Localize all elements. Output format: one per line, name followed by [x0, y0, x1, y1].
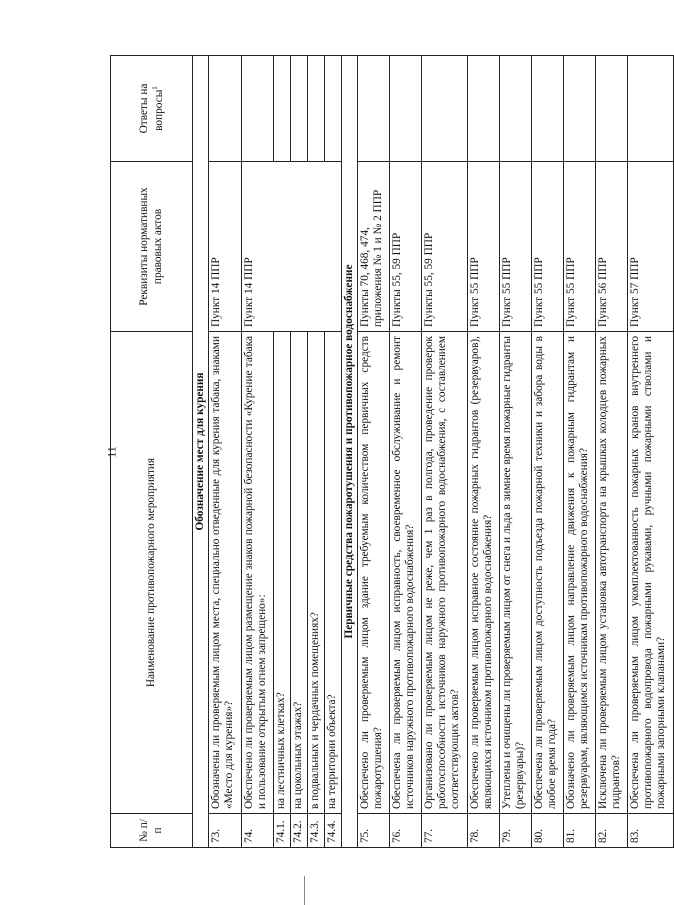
- answer-cell[interactable]: [291, 56, 308, 162]
- row-number: 74.2.: [291, 814, 308, 848]
- row-requisites: Пункт 57 ППР: [628, 162, 674, 332]
- row-text: Обеспечена ли проверяемым лицом исправность, своевременное обслуживание и ремонт источников наружного противопожарного водоснабжения?: [390, 332, 422, 814]
- answer-cell[interactable]: [500, 56, 532, 162]
- row-requisites: Пункт 55 ППР: [500, 162, 532, 332]
- row-text: Организовано ли проверяемым лицом не реже, чем 1 раз в полгода, проведение проверок работоспособности источников наружного противопожарного водоснабжения, с составлением соответствующих актов?: [422, 332, 468, 814]
- answer-cell[interactable]: [242, 56, 274, 162]
- answer-cell[interactable]: [308, 56, 325, 162]
- table-row: [390, 56, 422, 848]
- row-requisites: Пункт 14 ППР: [242, 162, 342, 332]
- row-number: 77.: [422, 814, 468, 848]
- row-number: 74.1.: [274, 814, 291, 848]
- section-row: [193, 56, 209, 848]
- answer-cell[interactable]: [325, 56, 342, 162]
- answer-cell[interactable]: [274, 56, 291, 162]
- answer-cell[interactable]: [422, 56, 468, 162]
- row-requisites: Пункты 55, 59 ППР: [390, 162, 422, 332]
- row-requisites: Пункт 14 ППР: [209, 162, 242, 332]
- row-requisites: Пункты 55, 59 ППР: [422, 162, 468, 332]
- row-text: Исключена ли проверяемым лицом установка автотранспорта на крышках колодцев пожарных гидрантов?: [596, 332, 628, 814]
- answer-cell[interactable]: [358, 56, 390, 162]
- table-row: [500, 56, 532, 848]
- answer-cell[interactable]: [209, 56, 242, 162]
- section-title: Обозначение мест для курения: [193, 56, 209, 848]
- answer-cell[interactable]: [390, 56, 422, 162]
- row-number: 79.: [500, 814, 532, 848]
- table-row: [422, 56, 468, 848]
- row-text: Обеспечена ли проверяемым лицом доступность подъезда пожарной техники и забора воды в любое время года?: [532, 332, 564, 814]
- row-text: на цокольных этажах?: [291, 332, 308, 814]
- header-name: Наименование противопожарного мероприятия: [111, 332, 193, 814]
- table-row: [358, 56, 390, 848]
- row-text: Обеспечено ли проверяемым лицом здание требуемым количеством первичных средств пожаротушения?: [358, 332, 390, 814]
- answer-cell[interactable]: [628, 56, 674, 162]
- row-text: Обозначено ли проверяемым лицом направление движения к пожарным гидрантам и резервуарам, являющимся источникам противопожарного водоснабжения?: [564, 332, 596, 814]
- header-answers: [111, 56, 193, 162]
- table-row: [242, 56, 274, 848]
- answer-cell[interactable]: [564, 56, 596, 162]
- section-title: Первичные средства пожаротушения и противопожарное водоснабжение: [342, 56, 358, 848]
- row-number: 82.: [596, 814, 628, 848]
- row-number: 73.: [209, 814, 242, 848]
- row-number: 81.: [564, 814, 596, 848]
- rotated-table-wrapper: [110, 56, 668, 848]
- table-row: [532, 56, 564, 848]
- checklist-table: [110, 55, 674, 848]
- row-number: 75.: [358, 814, 390, 848]
- row-text: Обеспечено ли проверяемым лицом размещение знаков пожарной безопасности «Курение табака и пользование открытым огнем запрещено»:: [242, 332, 274, 814]
- scan-edge-line: [304, 876, 305, 905]
- row-text: Обеспечено ли проверяемым лицом исправное состояние пожарных гидрантов (резервуаров), являющихся источником противопожарного водоснабжения?: [468, 332, 500, 814]
- row-number: 78.: [468, 814, 500, 848]
- row-requisites: Пункт 55 ППР: [564, 162, 596, 332]
- row-number: 83.: [628, 814, 674, 848]
- table-row: [468, 56, 500, 848]
- answer-cell[interactable]: [596, 56, 628, 162]
- row-requisites: Пункты 70, 468, 474, приложения № 1 и № 2 ППР: [358, 162, 390, 332]
- row-text: в подвальных и чердачных помещениях?: [308, 332, 325, 814]
- row-number: 80.: [532, 814, 564, 848]
- row-number: 76.: [390, 814, 422, 848]
- table-row: [628, 56, 674, 848]
- row-number: 74.: [242, 814, 274, 848]
- row-text: Утеплены и очищены ли проверяемым лицом от снега и льда в зимнее время пожарные гидранты (резервуары)?: [500, 332, 532, 814]
- row-number: 74.4.: [325, 814, 342, 848]
- row-number: 74.3.: [308, 814, 325, 848]
- header-requisites: Реквизиты нормативных правовых актов: [111, 162, 193, 332]
- row-text: на лестничных клетках?: [274, 332, 291, 814]
- answer-cell[interactable]: [532, 56, 564, 162]
- row-text: Обеспечена ли проверяемым лицом укомплектованность пожарных кранов внутреннего противопожарного водопровода пожарными рукавами, ручными пожарными стволами и пожарными запорными клапанами?: [628, 332, 674, 814]
- row-requisites: Пункт 56 ППР: [596, 162, 628, 332]
- row-requisites: Пункт 55 ППР: [532, 162, 564, 332]
- section-row: [342, 56, 358, 848]
- table-row: [564, 56, 596, 848]
- header-num: № п/п: [111, 814, 193, 848]
- table-header-row: [111, 56, 193, 848]
- row-requisites: Пункт 55 ППР: [468, 162, 500, 332]
- table-row: [596, 56, 628, 848]
- row-text: Обозначены ли проверяемым лицом места, специально отведенные для курения табака, знаками «Место для курения»?: [209, 332, 242, 814]
- header-answers-label: Ответы на вопросы: [137, 83, 165, 134]
- footnote-mark: 1: [150, 86, 159, 90]
- page-number: 11: [104, 446, 119, 458]
- answer-cell[interactable]: [468, 56, 500, 162]
- row-text: на территории объекта?: [325, 332, 342, 814]
- table-row: [209, 56, 242, 848]
